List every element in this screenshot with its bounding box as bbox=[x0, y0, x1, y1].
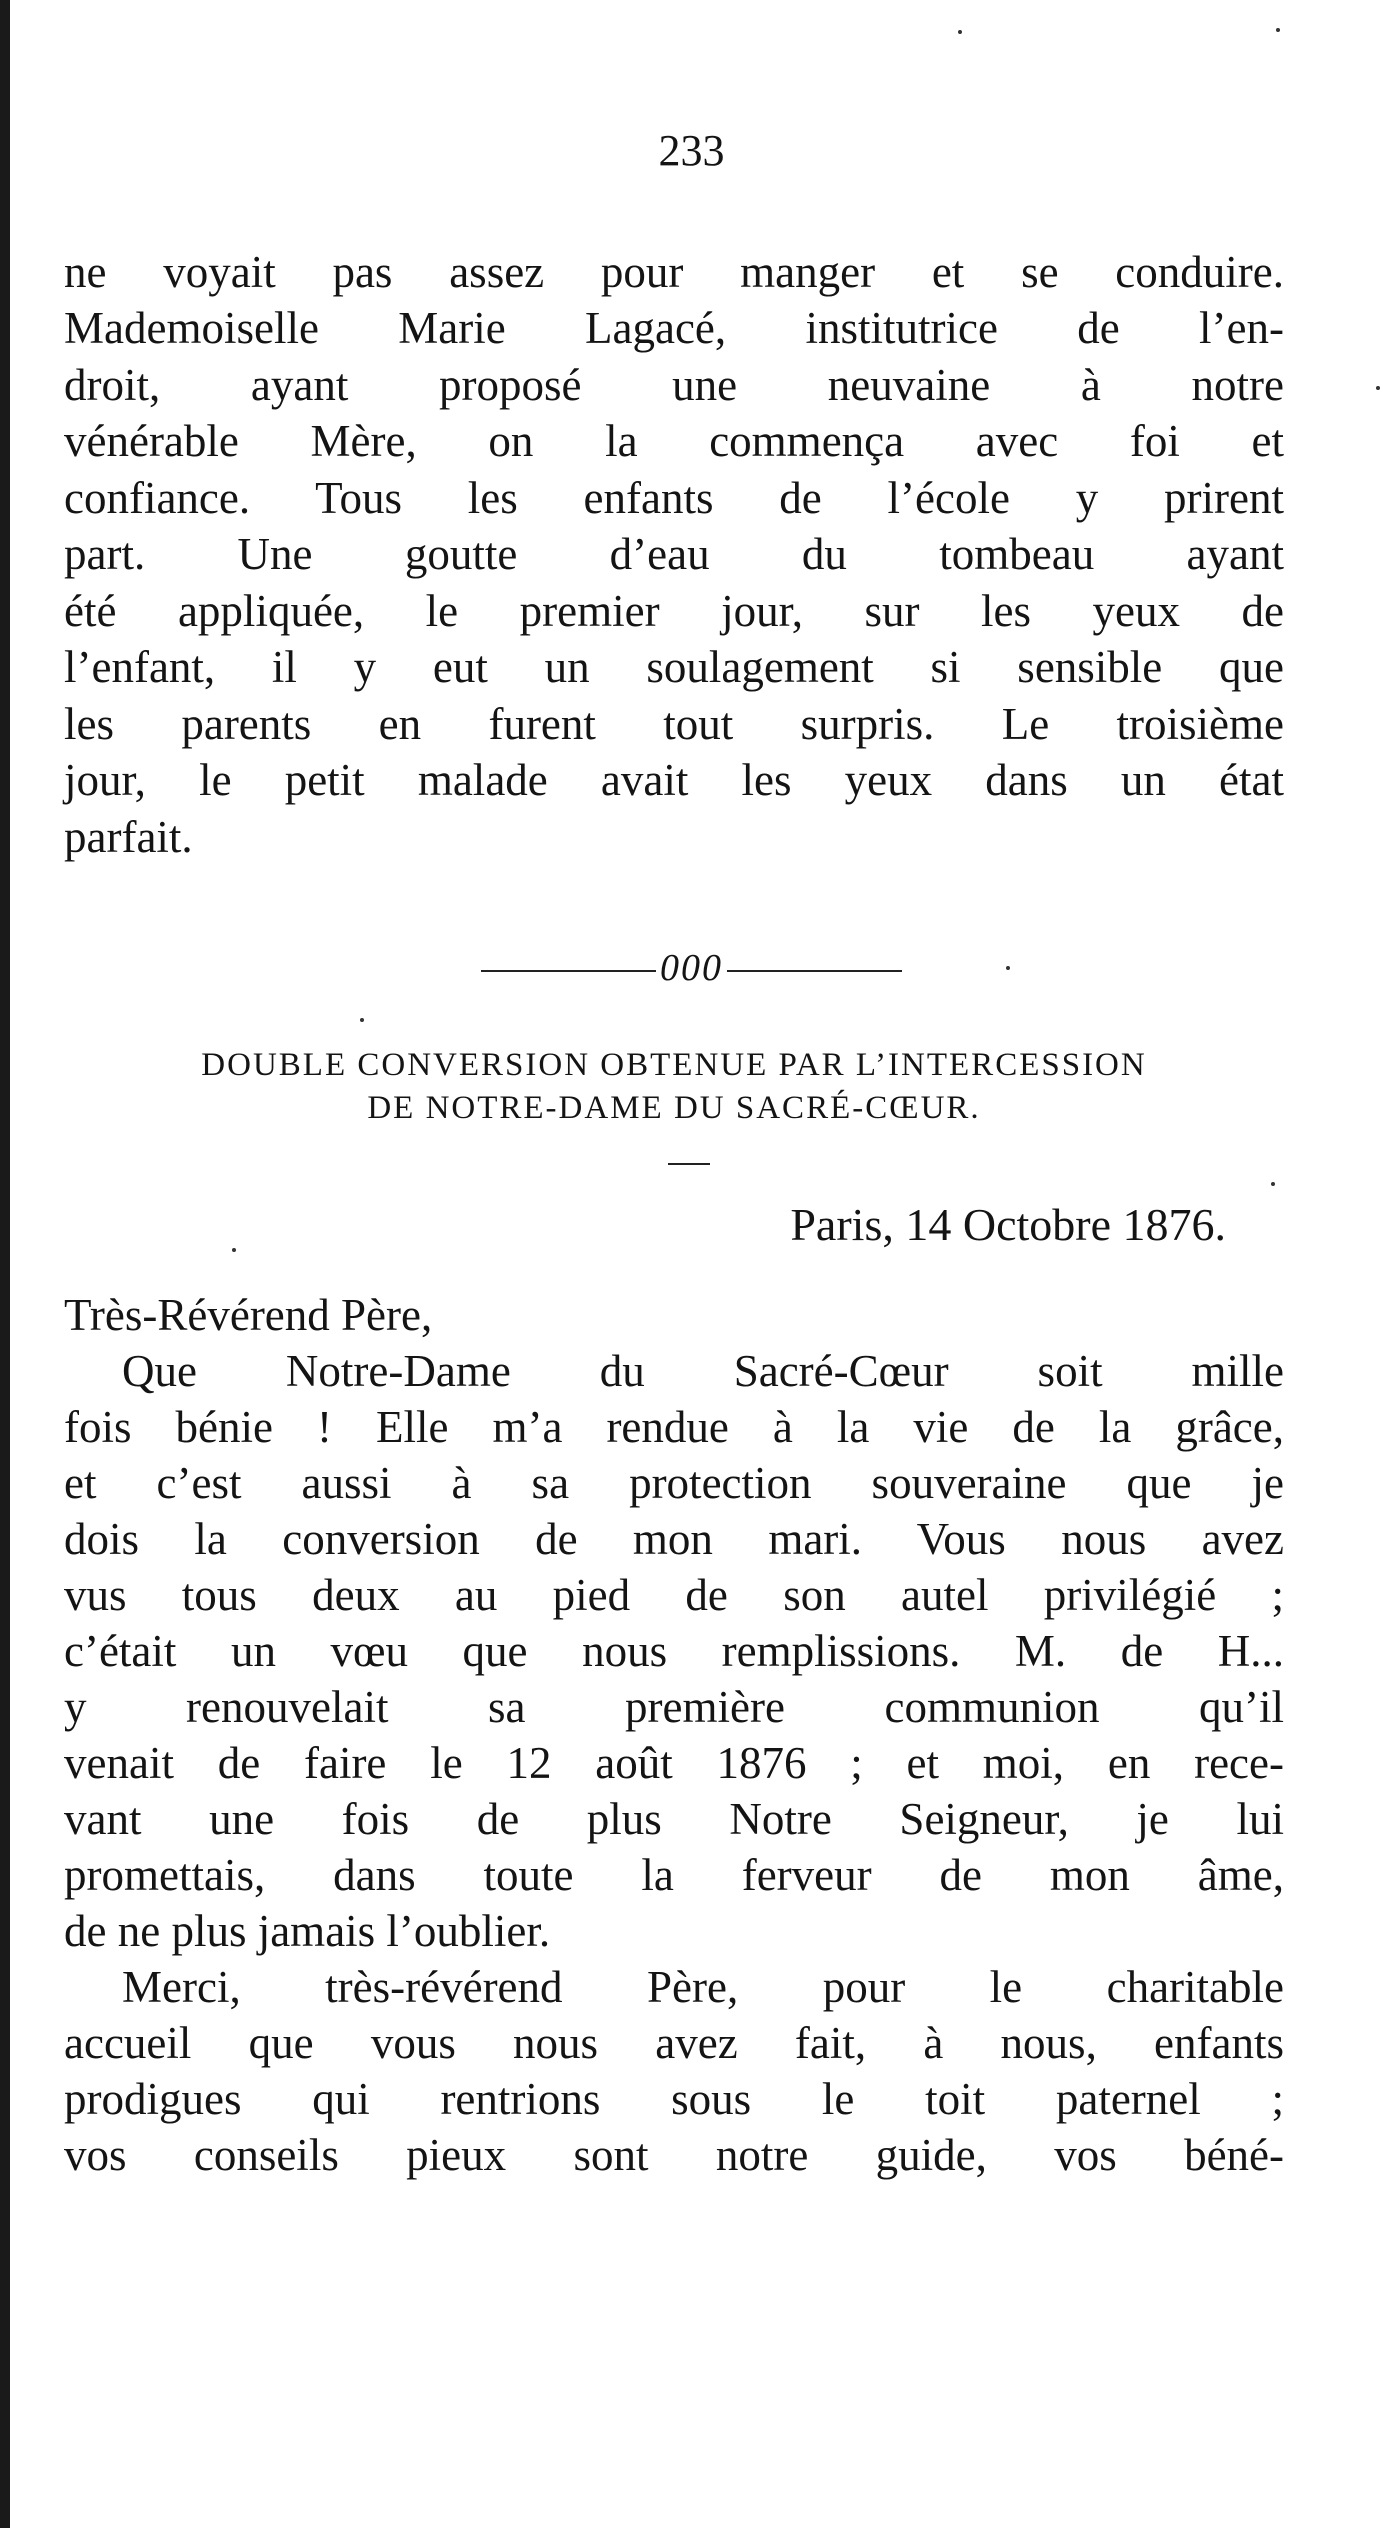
scan-speck bbox=[1276, 28, 1280, 32]
text-line: part. Une goutte d’eau du tombeau ayant bbox=[64, 529, 1284, 579]
separator-ornament: 000 bbox=[660, 947, 723, 989]
text-line: accueil que vous nous avez fait, à nous, enfants bbox=[64, 2018, 1284, 2068]
text-line: jour, le petit malade avait les yeux dans un état bbox=[64, 755, 1284, 805]
letter-salutation: Très-Révérend Père, bbox=[64, 1290, 433, 1340]
text-line: dois la conversion de mon mari. Vous nous avez bbox=[64, 1514, 1284, 1564]
text-line: Merci, très-révérend Père, pour le charitable bbox=[122, 1962, 1284, 2012]
text-line: ne voyait pas assez pour manger et se conduire. bbox=[64, 247, 1284, 297]
heading-short-rule bbox=[668, 1163, 710, 1165]
scan-speck bbox=[1271, 1182, 1275, 1186]
text-line: Que Notre-Dame du Sacré-Cœur soit mille bbox=[122, 1346, 1284, 1396]
text-line: les parents en furent tout surpris. Le troisième bbox=[64, 699, 1284, 749]
text-line: été appliquée, le premier jour, sur les yeux de bbox=[64, 586, 1284, 636]
page-binding-edge bbox=[0, 0, 10, 2528]
text-line: fois bénie ! Elle m’a rendue à la vie de la grâce, bbox=[64, 1402, 1284, 1452]
section-separator bbox=[0, 946, 1383, 990]
scan-speck bbox=[1006, 966, 1010, 970]
text-line: droit, ayant proposé une neuvaine à notre bbox=[64, 360, 1284, 410]
text-line: de ne plus jamais l’oublier. bbox=[64, 1906, 551, 1956]
text-line: vant une fois de plus Notre Seigneur, je lui bbox=[64, 1794, 1284, 1844]
scan-speck bbox=[360, 1018, 364, 1022]
text-line: confiance. Tous les enfants de l’école y prirent bbox=[64, 473, 1284, 523]
text-line: y renouvelait sa première communion qu’il bbox=[64, 1682, 1284, 1732]
separator-rule-right bbox=[727, 970, 902, 972]
scan-speck bbox=[958, 30, 962, 34]
text-line: l’enfant, il y eut un soulagement si sensible que bbox=[64, 642, 1284, 692]
text-line: prodigues qui rentrions sous le toit paternel ; bbox=[64, 2074, 1284, 2124]
text-line: promettais, dans toute la ferveur de mon âme, bbox=[64, 1850, 1284, 1900]
text-line: Mademoiselle Marie Lagacé, institutrice de l’en- bbox=[64, 303, 1284, 353]
text-line: venait de faire le 12 août 1876 ; et moi, en rece- bbox=[64, 1738, 1284, 1788]
separator-rule-left bbox=[481, 970, 656, 972]
text-line: vos conseils pieux sont notre guide, vos béné- bbox=[64, 2130, 1284, 2180]
text-line: c’était un vœu que nous remplissions. M. de H... bbox=[64, 1626, 1284, 1676]
section-heading-line-1: DOUBLE CONVERSION OBTENUE PAR L’INTERCESSION bbox=[201, 1047, 1147, 1083]
page-number: 233 bbox=[658, 126, 725, 175]
text-line: et c’est aussi à sa protection souveraine que je bbox=[64, 1458, 1284, 1508]
text-line: vénérable Mère, on la commença avec foi et bbox=[64, 416, 1284, 466]
text-line: vus tous deux au pied de son autel privilégié ; bbox=[64, 1570, 1284, 1620]
section-heading-line-2: DE NOTRE-DAME DU SACRÉ-CŒUR. bbox=[367, 1090, 981, 1126]
scan-speck bbox=[1376, 386, 1380, 390]
text-line: parfait. bbox=[64, 812, 193, 862]
scan-speck bbox=[232, 1248, 236, 1252]
letter-dateline: Paris, 14 Octobre 1876. bbox=[790, 1199, 1226, 1250]
